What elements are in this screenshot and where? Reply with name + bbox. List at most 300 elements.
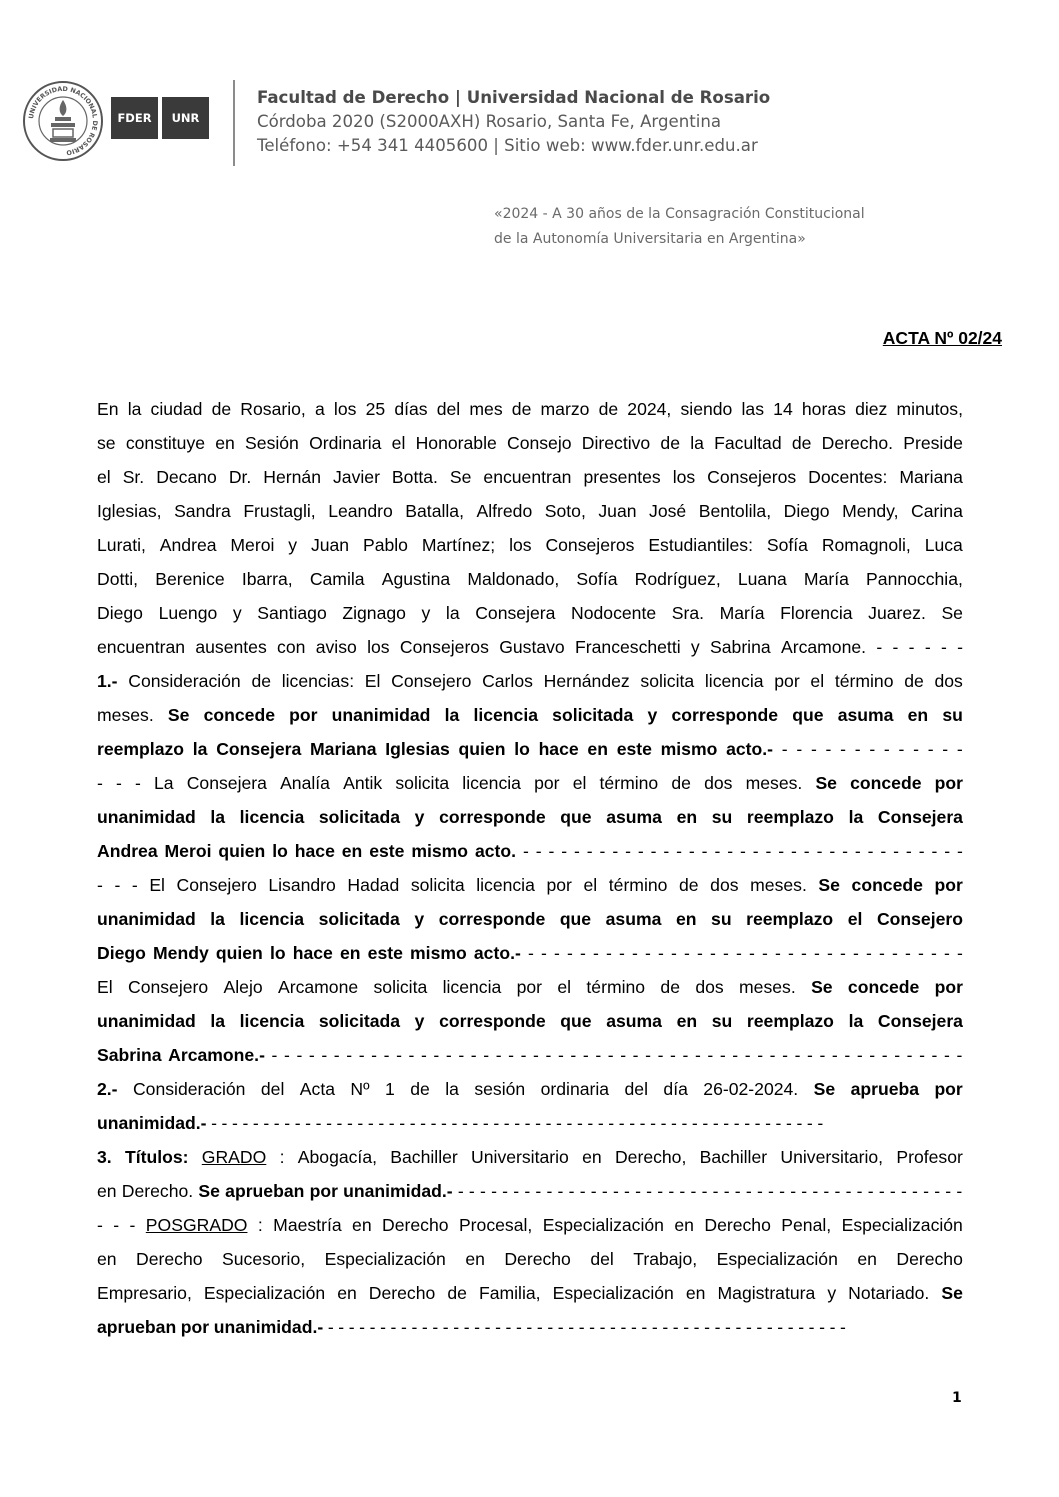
body-word: en xyxy=(857,1249,877,1269)
body-word: - xyxy=(707,1045,714,1065)
body-word: Consejeros xyxy=(399,637,489,657)
body-word: Empresario, xyxy=(97,1283,192,1303)
body-word: en xyxy=(339,943,361,963)
body-word: - xyxy=(231,1113,238,1133)
body-word: - xyxy=(865,943,872,963)
body-word: Meroi xyxy=(164,841,212,861)
body-word: - xyxy=(681,1113,688,1133)
body-word: solicita xyxy=(395,773,450,793)
body-word: : xyxy=(257,1215,263,1235)
body-word: - xyxy=(800,943,807,963)
body-word: - xyxy=(927,739,934,759)
body-word: la xyxy=(192,739,208,759)
body-word: - xyxy=(867,841,874,861)
body-word: - xyxy=(221,1113,228,1133)
body-word: concede xyxy=(203,705,275,725)
body-word: de xyxy=(904,671,924,691)
body-word: - xyxy=(765,1113,771,1133)
body-word: - xyxy=(823,1181,830,1201)
body-word: - xyxy=(526,1317,533,1337)
body-word: Bachiller xyxy=(699,1147,768,1167)
body-word: licencia xyxy=(473,705,538,725)
body-word: - xyxy=(468,1181,475,1201)
body-word: Maldonado, xyxy=(467,569,560,589)
body-word: - xyxy=(791,841,797,861)
body-line xyxy=(97,1310,963,1344)
body-word: Rosario, xyxy=(240,399,306,419)
body-word: Consejero xyxy=(391,671,472,691)
body-word: del xyxy=(624,1079,648,1099)
body-word: Sucesorio, xyxy=(222,1249,306,1269)
body-word: - xyxy=(723,1113,730,1133)
body-word: encuentran xyxy=(483,467,572,487)
body-line xyxy=(97,664,963,698)
body-word: Consideración xyxy=(132,1079,246,1099)
body-word: - xyxy=(369,1317,376,1337)
body-word: licencia xyxy=(239,909,305,929)
body-word: Leandro xyxy=(328,501,393,521)
body-word: Títulos: xyxy=(124,1147,189,1167)
body-word: - xyxy=(894,1045,901,1065)
body-word: Analía xyxy=(280,773,330,793)
body-word: Bentolila, xyxy=(698,501,772,521)
body-line xyxy=(97,698,963,732)
body-word: Derecho xyxy=(704,1215,771,1235)
body-word: hace xyxy=(294,841,335,861)
body-word: lo xyxy=(272,841,288,861)
body-word: en xyxy=(685,1283,706,1303)
body-word: - xyxy=(545,1045,552,1065)
body-word: ausentes xyxy=(195,637,267,657)
body-word: solicita xyxy=(640,671,695,691)
body-word: - xyxy=(765,841,772,861)
body-word: - xyxy=(470,1045,477,1065)
body-word: - xyxy=(535,1181,542,1201)
body-word: Consejera xyxy=(877,807,963,827)
body-word: de xyxy=(671,773,691,793)
body-word: - xyxy=(574,841,580,861)
body-word: - xyxy=(693,1317,700,1337)
body-word: Botta. xyxy=(391,467,438,487)
body-word: Consejeros xyxy=(707,467,797,487)
document-title: ACTA Nº 02/24 xyxy=(882,328,1002,348)
body-word: de xyxy=(511,399,532,419)
body-word: - xyxy=(904,943,911,963)
body-word: asuma xyxy=(606,807,662,827)
body-word: - xyxy=(590,1181,597,1201)
body-word: unanimidad.- xyxy=(213,1317,324,1337)
body-word: - xyxy=(957,637,963,657)
body-word: su xyxy=(942,705,963,725)
body-word: El xyxy=(97,977,113,997)
body-word: - xyxy=(408,1045,415,1065)
body-line xyxy=(97,936,963,970)
body-word: - xyxy=(116,773,122,793)
body-word: - xyxy=(944,841,951,861)
body-word: Derecho xyxy=(136,1249,203,1269)
body-word: Arcamone.- xyxy=(168,1045,265,1065)
body-word: reemplazo xyxy=(97,739,185,759)
body-word: Magistratura xyxy=(717,1283,816,1303)
body-word: Ordinaria xyxy=(309,433,382,453)
body-word: Consejo xyxy=(506,433,572,453)
body-line xyxy=(97,1038,963,1072)
body-word: - xyxy=(570,1045,577,1065)
body-line xyxy=(97,766,963,800)
body-word: - xyxy=(768,1181,774,1201)
body-word: solicitada xyxy=(318,807,401,827)
body-word: - xyxy=(399,1113,406,1133)
body-word: - xyxy=(441,1113,447,1133)
body-word: en xyxy=(341,841,363,861)
body-word: - xyxy=(945,1181,952,1201)
body-word: Consejeros xyxy=(545,535,635,555)
body-word: en xyxy=(587,739,608,759)
body-word: Andrea xyxy=(97,841,158,861)
body-word: - xyxy=(620,1045,627,1065)
body-word: - xyxy=(421,1317,428,1337)
body-word: - xyxy=(826,943,833,963)
body-word: - xyxy=(430,1113,437,1133)
body-word: Ibarra, xyxy=(241,569,293,589)
body-word: - xyxy=(869,739,876,759)
body-word: - xyxy=(645,1045,651,1065)
body-word: del xyxy=(436,399,461,419)
body-word: la xyxy=(848,1011,864,1031)
body-word: - xyxy=(683,1317,690,1337)
body-word: término xyxy=(599,773,659,793)
body-word: hace xyxy=(538,739,579,759)
body-word: - xyxy=(432,1317,439,1337)
body-word: - xyxy=(956,1181,963,1201)
body-word: constituye xyxy=(125,433,206,453)
body-word: - xyxy=(568,1181,575,1201)
body-word: del xyxy=(260,1079,285,1099)
body-word: término xyxy=(608,875,668,895)
body-line xyxy=(97,1072,963,1106)
body-word: - xyxy=(472,1113,479,1133)
year-motto xyxy=(494,202,865,252)
body-word: - xyxy=(676,841,682,861)
body-line xyxy=(97,630,963,664)
university-seal-logo xyxy=(22,80,104,162)
body-word: - xyxy=(735,943,742,963)
body-word: Luca xyxy=(924,535,963,555)
body-word: - xyxy=(346,1113,353,1133)
body-word: - xyxy=(135,773,141,793)
body-word: - xyxy=(346,1045,353,1065)
body-word: - xyxy=(810,739,817,759)
body-word: - xyxy=(557,1317,564,1337)
body-word: - xyxy=(931,841,938,861)
body-word: - xyxy=(321,1045,328,1065)
body-word: Franceschetti xyxy=(575,637,681,657)
body-word: - xyxy=(794,1045,801,1065)
body-word: POSGRADO xyxy=(145,1215,248,1235)
body-word: - xyxy=(852,943,859,963)
body-word: En xyxy=(97,399,119,419)
body-word: Docentes: xyxy=(808,467,888,487)
body-word: Universitario xyxy=(471,1147,569,1167)
body-word: - xyxy=(433,1045,440,1065)
body-word: Florencia xyxy=(780,603,853,623)
body-word: Especialización xyxy=(324,1249,446,1269)
body-word: - xyxy=(668,1181,675,1201)
body-word: - xyxy=(756,1181,763,1201)
body-word: que xyxy=(560,1011,592,1031)
body-word: aprueban xyxy=(97,1317,177,1337)
body-word: en xyxy=(907,705,929,725)
body-word: Universitario, xyxy=(780,1147,884,1167)
body-word: quien xyxy=(458,739,506,759)
document-body xyxy=(97,392,963,1344)
body-word: el xyxy=(391,433,406,453)
body-word: - xyxy=(618,1113,625,1133)
body-word: Pablo xyxy=(362,535,408,555)
body-word: y xyxy=(288,535,298,555)
institution-contact: Teléfono: +54 341 4405600 | Sitio web: www.fder.unr.edu.ar xyxy=(257,136,758,155)
body-word: Consejera xyxy=(216,739,302,759)
body-word: - xyxy=(383,1045,390,1065)
body-word: - xyxy=(631,943,638,963)
body-word: - xyxy=(701,841,708,861)
body-word: Carina xyxy=(911,501,963,521)
body-word: - xyxy=(714,841,721,861)
body-word: - xyxy=(829,841,836,861)
body-line xyxy=(97,1140,963,1174)
body-word: ordinaria xyxy=(540,1079,610,1099)
body-word: - xyxy=(557,1181,564,1201)
body-word: - xyxy=(610,1317,616,1337)
body-word: Consejera xyxy=(186,773,267,793)
unr-logo: UNR xyxy=(162,97,209,139)
body-word: 3. xyxy=(97,1147,112,1167)
body-word: María xyxy=(719,603,765,623)
body-word: - xyxy=(420,1045,427,1065)
body-word: - xyxy=(284,1113,291,1133)
body-word: - xyxy=(757,1045,764,1065)
body-word: - xyxy=(390,1317,397,1337)
body-word: - xyxy=(357,1113,364,1133)
body-word: - xyxy=(943,943,950,963)
body-word: meses. xyxy=(739,977,796,997)
body-word: y xyxy=(827,1283,837,1303)
body-word: - xyxy=(856,1181,863,1201)
body-word: - xyxy=(745,1317,752,1337)
body-word: el xyxy=(583,875,598,895)
body-word: Frustagli, xyxy=(243,501,316,521)
body-word: Lurati, xyxy=(97,535,146,555)
body-word: - xyxy=(113,1215,120,1235)
body-word: Sra. xyxy=(671,603,704,623)
body-word: - xyxy=(769,1045,776,1065)
body-word: la xyxy=(445,1079,459,1099)
body-word: en xyxy=(97,1181,117,1201)
body-word: : xyxy=(279,1147,285,1167)
body-word: - xyxy=(775,1113,782,1133)
body-word: - xyxy=(923,1181,929,1201)
body-word: - xyxy=(734,1181,741,1201)
body-word: este xyxy=(367,943,403,963)
body-word: - xyxy=(586,841,593,861)
body-word: - xyxy=(930,943,937,963)
body-word: por xyxy=(774,671,800,691)
body-word: - xyxy=(520,1045,527,1065)
body-word: - xyxy=(657,1045,664,1065)
body-word: - xyxy=(482,1113,489,1133)
body-word: - xyxy=(513,1181,520,1201)
body-word: que xyxy=(559,909,592,929)
institution-address: Córdoba 2020 (S2000AXH) Rosario, Santa Fe, Argentina xyxy=(257,112,722,131)
body-word: en xyxy=(97,1249,117,1269)
body-word: - xyxy=(956,943,963,963)
body-word: y xyxy=(414,909,425,929)
body-word: el xyxy=(810,671,825,691)
body-word: - xyxy=(690,1181,697,1201)
body-word: - xyxy=(796,739,803,759)
body-word: mismo xyxy=(410,943,467,963)
body-word: - xyxy=(696,943,703,963)
body-word: - xyxy=(803,841,810,861)
body-word: - xyxy=(129,1215,136,1235)
body-word: ciudad xyxy=(150,399,203,419)
body-word: Consejera xyxy=(475,603,556,623)
body-word: - xyxy=(491,1181,497,1201)
body-word: - xyxy=(723,1181,730,1201)
body-word: - xyxy=(660,1113,667,1133)
body-word: Meroi xyxy=(230,535,275,555)
body-line xyxy=(97,970,963,1004)
body-word: - xyxy=(924,637,931,657)
body-word: aprueba xyxy=(850,1079,920,1099)
body-word: Especialización xyxy=(542,1215,664,1235)
body-word: 25 xyxy=(365,399,386,419)
body-word: - xyxy=(702,1113,709,1133)
body-word: - xyxy=(777,1317,784,1337)
body-word: Mariana xyxy=(899,467,963,487)
body-word: licencia xyxy=(239,807,305,827)
body-word: con xyxy=(277,637,306,657)
body-word: - xyxy=(576,1113,583,1133)
body-word: el xyxy=(847,909,863,929)
body-word: su xyxy=(711,909,732,929)
body-word: de xyxy=(660,977,680,997)
body-word: - xyxy=(380,1317,386,1337)
body-word: El xyxy=(364,671,381,691)
body-word: presentes xyxy=(583,467,661,487)
body-word: mismo xyxy=(660,739,718,759)
body-line xyxy=(97,800,963,834)
body-word: Preside xyxy=(903,433,963,453)
body-word: el xyxy=(557,977,572,997)
body-line xyxy=(97,1174,963,1208)
body-word: - xyxy=(522,841,529,861)
body-word: - xyxy=(825,739,832,759)
body-word: - xyxy=(725,1317,731,1337)
body-word: - xyxy=(869,1045,876,1065)
body-word: - xyxy=(670,943,677,963)
body-word: - xyxy=(900,1181,907,1201)
body-word: solicita xyxy=(373,977,428,997)
body-word: Sr. xyxy=(122,467,145,487)
body-word: Luengo xyxy=(158,603,218,623)
body-word: - xyxy=(671,1113,677,1133)
body-word: su xyxy=(711,1011,733,1031)
body-word: - xyxy=(735,1317,742,1337)
body-word: por xyxy=(934,1079,963,1099)
body-word: licencia xyxy=(462,773,521,793)
body-word: - xyxy=(854,739,861,759)
body-word: - xyxy=(908,637,915,657)
body-word: - xyxy=(798,1317,805,1337)
motto-line-2: de la Autonomía Universitaria en Argentina» xyxy=(494,231,806,247)
body-word: - xyxy=(308,1045,315,1065)
body-word: - xyxy=(296,1045,303,1065)
body-word: - xyxy=(540,943,547,963)
body-word: - xyxy=(326,1113,332,1133)
body-word: Gustavo xyxy=(499,637,565,657)
body-word: - xyxy=(612,1181,619,1201)
body-word: licencia xyxy=(442,977,502,997)
body-word: - xyxy=(834,1181,841,1201)
body-word: - xyxy=(601,1181,608,1201)
body-word: en xyxy=(337,1283,357,1303)
body-word: por xyxy=(546,875,572,895)
body-word: GRADO xyxy=(201,1147,267,1167)
body-word: - xyxy=(840,739,846,759)
body-word: - xyxy=(774,943,781,963)
body-word: - xyxy=(744,1045,751,1065)
body-line xyxy=(97,596,963,630)
body-word: este xyxy=(616,739,652,759)
body-word: - xyxy=(458,1045,465,1065)
body-word: Derecho. xyxy=(121,1181,194,1201)
body-word: - xyxy=(906,1045,913,1065)
body-word: Derecho xyxy=(504,1249,571,1269)
body-word: y xyxy=(414,1011,425,1031)
body-word: - xyxy=(796,1113,803,1133)
body-word: - xyxy=(787,943,794,963)
body-word: - xyxy=(719,1045,726,1065)
body-word: los xyxy=(333,399,357,419)
body-word: Sabrina xyxy=(710,637,771,657)
body-line xyxy=(97,528,963,562)
body-word: - xyxy=(545,1113,552,1133)
body-word: - xyxy=(131,875,138,895)
body-word: aprueban xyxy=(225,1181,305,1201)
body-word: - xyxy=(533,1045,539,1065)
body-line xyxy=(97,494,963,528)
body-word: se xyxy=(97,433,116,453)
body-word: Sofía xyxy=(766,535,808,555)
body-word: - xyxy=(508,1045,514,1065)
body-word: por xyxy=(516,977,543,997)
body-word: - xyxy=(474,1317,481,1337)
body-word: José xyxy=(649,501,687,521)
body-word: - xyxy=(662,1317,669,1337)
body-word: corresponde xyxy=(439,1011,546,1031)
body-word: - xyxy=(294,1113,301,1133)
body-word: - xyxy=(305,1113,312,1133)
body-word: de xyxy=(679,875,699,895)
body-word: la xyxy=(127,399,142,419)
body-word: - xyxy=(712,1181,719,1201)
body-word: unanimidad.- xyxy=(343,1181,453,1201)
body-word: - xyxy=(867,1181,874,1201)
body-word: - xyxy=(483,1045,490,1065)
body-word: por xyxy=(934,773,963,793)
body-word: - xyxy=(704,1317,710,1337)
